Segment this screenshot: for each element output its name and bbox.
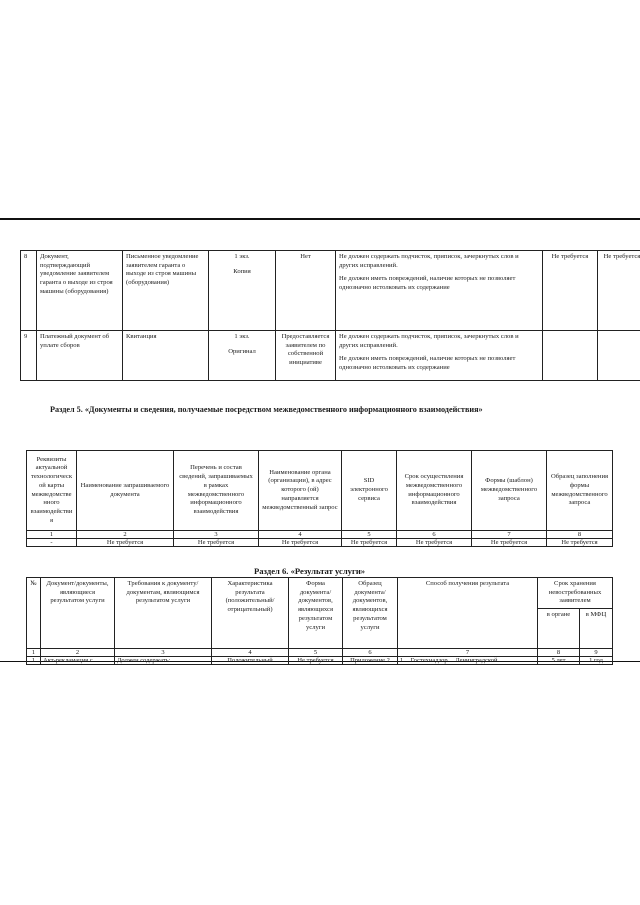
table-cell: Не требуется xyxy=(289,657,343,665)
table-header-row xyxy=(27,578,613,609)
requirement-text: Не должен иметь повреждений, наличие которых не позволяет однозначно истолковать их содержание xyxy=(339,355,516,372)
form-template: Не требуется xyxy=(543,251,598,331)
column-header: Образец заполнения формы межведомственного запроса xyxy=(547,451,613,531)
table-cell: Не требуется xyxy=(174,539,259,547)
method-number: 1. xyxy=(400,657,405,665)
requirement-text: Не должен содержать подчисток, приписок, зачеркнутых слов и других исправлений. xyxy=(339,333,519,349)
document-form: Копия xyxy=(233,267,251,275)
table-cell: Приложение 2 xyxy=(343,657,398,665)
method-text: Гостехнадзор xyxy=(410,657,448,665)
column-header: Реквизиты актуальной технологической карты межведомственного взаимодействия xyxy=(27,451,77,531)
table-cell: Не требуется xyxy=(342,539,397,547)
table-cell: Положительный xyxy=(212,657,289,665)
table-cell: Не требуется xyxy=(472,539,547,547)
column-header: в МФЦ xyxy=(580,609,613,649)
table-cell: Не требуется xyxy=(259,539,342,547)
document-requirements xyxy=(336,251,543,331)
row-number: 8 xyxy=(21,251,37,331)
column-header: Форма документа/документов, являющихся результатом услуги xyxy=(289,578,343,649)
column-number: 1 xyxy=(27,649,41,657)
table-row xyxy=(21,251,640,331)
table-cell: Должен содержать: xyxy=(115,657,212,665)
column-header: Срок осуществления межведомственного информационного взаимодействия xyxy=(397,451,472,531)
section-6-title: Раздел 6. «Результат услуги» xyxy=(254,566,366,576)
table-cell: Акт-рекламация с xyxy=(41,657,115,665)
document-kind: Квитанция xyxy=(123,331,209,381)
document-count-cell xyxy=(209,331,276,381)
table-row xyxy=(21,331,640,381)
column-number: 6 xyxy=(343,649,398,657)
requirement-text: Не должен иметь повреждений, наличие которых не позволяет однозначно истолковать их содержание xyxy=(339,275,516,292)
column-number: 4 xyxy=(259,531,342,539)
column-header: Наименование органа (организации), в адрес которого (ой) направляется межведомственный запрос xyxy=(259,451,342,531)
table-row xyxy=(27,657,613,665)
column-number: 5 xyxy=(289,649,343,657)
column-number: 1 xyxy=(27,531,77,539)
column-number: 8 xyxy=(547,531,613,539)
document-form: Оригинал xyxy=(228,347,256,355)
table-header-row xyxy=(27,451,613,531)
column-number-row xyxy=(27,531,613,539)
column-number: 3 xyxy=(174,531,259,539)
table-cell: 5 лет xyxy=(538,657,580,665)
table-row xyxy=(27,539,613,547)
column-number: 5 xyxy=(342,531,397,539)
method-text: Ленинградской xyxy=(455,657,498,665)
column-number: 7 xyxy=(398,649,538,657)
document-name: Документ, подтверждающий уведомление заявителем гаранта о выходе из строя машины (оборудования) xyxy=(37,251,123,331)
document-count-cell xyxy=(209,251,276,331)
column-header: Характеристика результата (положительный/отрицательный) xyxy=(212,578,289,649)
table-cell: - xyxy=(27,539,77,547)
table-cell: Не требуется xyxy=(77,539,174,547)
scan-edge-top xyxy=(0,218,640,220)
document-count: 1 экз. xyxy=(234,333,250,340)
documents-table xyxy=(20,250,640,381)
table-cell: Не требуется xyxy=(547,539,613,547)
column-number: 6 xyxy=(397,531,472,539)
sample: Не требуется xyxy=(598,251,640,331)
column-header: Способ получения результата xyxy=(398,578,538,649)
document-name: Платежный документ об уплате сборов xyxy=(37,331,123,381)
interagency-table xyxy=(26,450,613,547)
sample xyxy=(598,331,640,381)
column-header: SID электронного сервиса xyxy=(342,451,397,531)
column-number: 4 xyxy=(212,649,289,657)
column-header: Документ/документы, являющиеся результатом услуги xyxy=(41,578,115,649)
column-number: 7 xyxy=(472,531,547,539)
column-number: 3 xyxy=(115,649,212,657)
result-table xyxy=(26,577,613,665)
column-number: 9 xyxy=(580,649,613,657)
column-header: Перечень и состав сведений, запрашиваемых в рамках межведомственного информационного взаимодействия xyxy=(174,451,259,531)
document-count: 1 экз. xyxy=(234,253,250,260)
section-5-title: Раздел 5. «Документы и сведения, получаемые посредством межведомственного информационного взаимодействия» xyxy=(50,405,483,414)
column-header: Образец документа/документов, являющихся результатом услуги xyxy=(343,578,398,649)
method-cell xyxy=(398,657,538,665)
document-requirements xyxy=(336,331,543,381)
requirement-text: Не должен содержать подчисток, приписок, зачеркнутых слов и других исправлений. xyxy=(339,253,519,269)
column-number: 2 xyxy=(77,531,174,539)
submission-condition: Нет xyxy=(276,251,336,331)
table-cell: 1 xyxy=(27,657,41,665)
column-header: в органе xyxy=(538,609,580,649)
column-number: 8 xyxy=(538,649,580,657)
column-header: Срок хранения невостребованных заявителем xyxy=(538,578,613,609)
submission-condition: Предоставляется заявителем по собственной инициативе xyxy=(276,331,336,381)
column-header: № xyxy=(27,578,41,649)
column-number: 2 xyxy=(41,649,115,657)
document-kind: Письменное уведомление заявителем гаранта о выходе из строя машины (оборудования) xyxy=(123,251,209,331)
form-template xyxy=(543,331,598,381)
row-number: 9 xyxy=(21,331,37,381)
column-header: Наименование запрашиваемого документа xyxy=(77,451,174,531)
column-number-row xyxy=(27,649,613,657)
column-header: Требования к документу/документам, являющимся результатом услуги xyxy=(115,578,212,649)
table-cell: 1 год xyxy=(580,657,613,665)
table-cell: Не требуется xyxy=(397,539,472,547)
column-header: Формы (шаблон) межведомственного запроса xyxy=(472,451,547,531)
